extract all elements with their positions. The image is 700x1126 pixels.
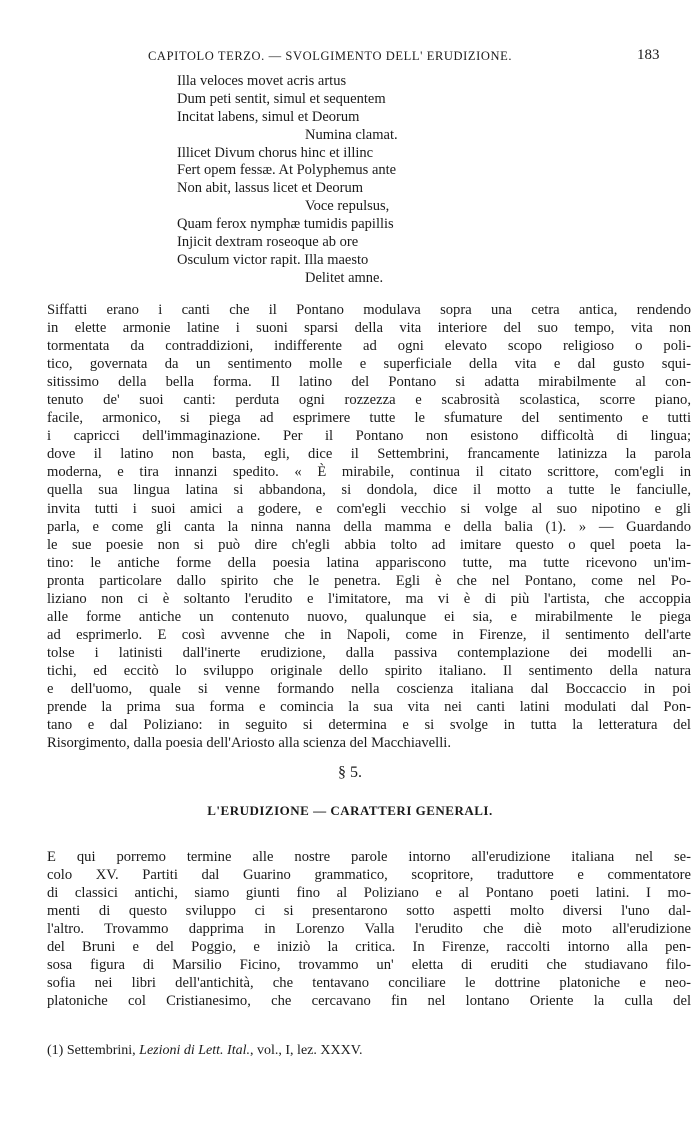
text-line: sitissimo della bella forma. Il latino del Pontano si adatta mirabilmente al con- — [47, 374, 691, 391]
paragraph-pontano — [47, 301, 691, 752]
text-line: Siffatti erano i canti che il Pontano modulava sopra una cetra antica, rendendo — [47, 302, 691, 318]
section-number: § 5. — [338, 764, 362, 781]
text-line: del Bruni e del Poggio, e iniziò la critica. In Firenze, raccolti intorno alla pen- — [47, 939, 691, 956]
latin-poem — [177, 73, 497, 288]
text-line: le sue poesie non si può dire ch'egli abbia tolto ad imitare questo o quel poeta la- — [47, 536, 691, 553]
paragraph-erudizione — [47, 848, 691, 1010]
text-line: sofia nei libri dell'antichità, che tentavano conciliare le dottrine platoniche e neo- — [47, 975, 691, 992]
text-line: di classici antichi, siamo giunti fino al Poliziano e al Pontano poeti latini. I mo- — [47, 885, 691, 902]
text-line: sosa figura di Marsilio Ficino, trovammo un' eletta di eruditi che studiavano filo- — [47, 957, 691, 974]
text-line: moderna, e tira innanzi spedito. « È mirabile, continua il citato scrittore, com'egli in — [47, 464, 691, 481]
text-line: e dell'uomo, quale si venne formando nella coscienza italiana dal Boccaccio in poi — [47, 680, 691, 697]
poem-line: Quam ferox nymphæ tumidis papillis — [177, 216, 394, 233]
poem-line: Non abit, lassus licet et Deorum — [177, 180, 364, 197]
text-line: in elette armonie latine i suoni sparsi della vita interiore del suo tempo, vita non — [47, 320, 691, 337]
footnote — [47, 1043, 647, 1059]
section-heading: L'ERUDIZIONE — CARATTERI GENERALI. — [207, 803, 493, 818]
poem-line: Delitet amne. — [305, 269, 384, 286]
text-line: tico, governata da un sentimento molle e superficiale della vita e dal gusto squi- — [47, 356, 691, 373]
text-line: colo XV. Partiti dal Guarino grammatico, scopritore, traduttore e commentatore — [47, 867, 691, 884]
text-line: E qui porremo termine alle nostre parole intorno all'erudizione italiana nel se- — [47, 849, 691, 865]
text-line: Risorgimento, dalla poesia dell'Ariosto alla scienza del Macchiavelli. — [47, 735, 451, 752]
text-line: tichi, ed eccitò lo sviluppo originale dello spirito italiano. Il sentimento della natura — [47, 662, 691, 679]
poem-line: Osculum victor rapit. Illa maesto — [177, 251, 369, 268]
text-line: quella sua lingua latina si abbandona, si dondola, dice il motto a tutte le fanciulle, — [47, 482, 691, 499]
text-line: tino: le antiche forme della poesia latina appariscono tutte, ma tutte ricevono un'im- — [47, 554, 691, 571]
poem-line: Numina clamat. — [305, 126, 398, 143]
poem-line: Fert opem fessæ. At Polyphemus ante — [177, 162, 397, 179]
footnote-reference: , vol., I, lez. XXXV. — [250, 1043, 363, 1058]
text-line: tano e dal Poliziano: in seguito si determina e si svolge in tutta la letteratura del — [47, 717, 691, 734]
text-line: tormentata da contraddizioni, indifferente ad ogni elevato scopo religioso o poli- — [47, 338, 691, 355]
text-line: invita tutti i suoi amici a godere, e com'egli vecchio si volge al suo nipotino e gli — [47, 500, 691, 517]
running-head — [0, 47, 700, 69]
poem-line: Illicet Divum chorus hinc et illinc — [177, 144, 374, 161]
poem-line: Illa veloces movet acris artus — [177, 73, 347, 89]
poem-line: Incitat labens, simul et Deorum — [177, 108, 360, 125]
poem-line: Injicit dextram roseoque ab ore — [177, 234, 359, 251]
text-line: ad esprimerlo. E così avvenne che in Napoli, come in Firenze, il sentimento dell'arte — [47, 626, 691, 643]
text-line: alle forme antiche un contenuto nuovo, qualunque ei sia, e mirabilmente le piega — [47, 608, 691, 625]
text-line: dove il latino non basta, egli, dice il Settembrini, francamente latinizza la parola — [47, 446, 691, 463]
text-line: parla, e come gli canta la ninna nanna della mamma e della balia (1). » — Guardando — [47, 518, 691, 535]
text-line: tenuto de' suoi canti: perduta ogni rozzezza e scabrosità scolastica, scorre piano, — [47, 392, 691, 409]
footnote-title: Lezioni di Lett. Ital. — [139, 1043, 250, 1058]
text-line: l'altro. Trovammo dapprima in Lorenzo Valla l'erudito che diè moto all'erudizione — [47, 921, 691, 938]
text-line: platoniche col Cristianesimo, che cercavano fin nel lontano Oriente la culla del — [47, 993, 691, 1010]
text-line: facile, armonico, si piega ad esprimere tutte le sfumature del sentimento e tutti — [47, 410, 691, 427]
poem-line: Voce repulsus, — [305, 198, 390, 215]
running-title: CAPITOLO TERZO. — SVOLGIMENTO DELL' ERUDIZIONE. — [148, 49, 513, 63]
text-line: pronta particolare dallo spirito che le penetra. Egli è che nel Pontano, come nel Po- — [47, 572, 691, 589]
poem-line: Dum peti sentit, simul et sequentem — [177, 90, 386, 107]
text-line: prende la prima sua forma e comincia la sua vita nei canti latini modulati dal Pon- — [47, 699, 691, 716]
text-line: menti di questo sviluppo ci si presentarono sotto aspetti molto diversi l'uno dal- — [47, 903, 691, 920]
page-number: 183 — [637, 47, 660, 63]
footnote-author: Settembrini, — [66, 1043, 136, 1058]
text-line: i capricci dell'immaginazione. Per il Pontano non esistono difficoltà di lingua; — [47, 428, 691, 445]
footnote-marker: (1) — [47, 1043, 64, 1058]
text-line: liziano non ci è soltanto l'erudito e l'imitatore, ma vi è di più l'artista, che accoppia — [47, 590, 691, 607]
text-line: tolse i latinisti dall'inerte erudizione, dalla passiva contemplazione dei modelli an- — [47, 644, 691, 661]
